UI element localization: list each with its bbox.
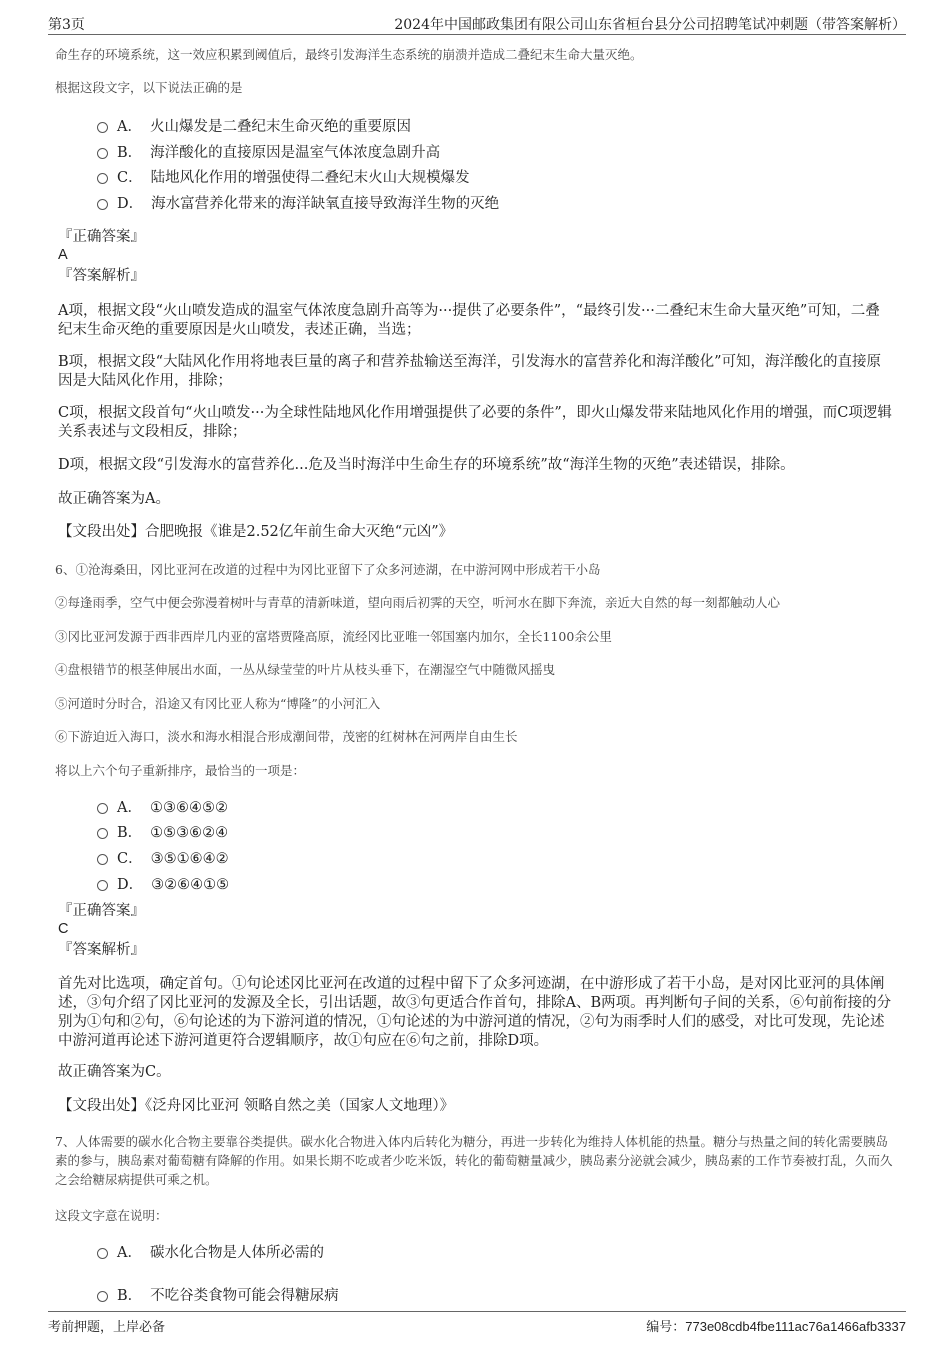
code-label: 编号： xyxy=(646,1319,686,1334)
page-number: 第3页 xyxy=(48,17,85,33)
q5-option-d[interactable]: D． 海水富营养化带来的海洋缺氧直接导致海洋生物的灭绝 xyxy=(97,192,499,213)
q6-sentence-3: ③冈比亚河发源于西非西岸几内亚的富塔贾隆高原，流经冈比亚唯一邻国塞内加尔，全长1100余公里 xyxy=(55,629,612,644)
radio-icon[interactable] xyxy=(97,173,108,184)
q6-analysis-label: 『答案解析』 xyxy=(58,942,145,958)
q6-source: 【文段出处】《泛舟冈比亚河 领略自然之美（国家人文地理）》 xyxy=(58,1098,455,1114)
radio-icon[interactable] xyxy=(97,880,108,891)
page-footer xyxy=(48,1311,906,1334)
radio-icon[interactable] xyxy=(97,122,108,133)
q6-option-a[interactable]: A． ①③⑥④⑤② xyxy=(97,796,228,817)
radio-icon[interactable] xyxy=(97,199,108,210)
q7-passage: 7、人体需要的碳水化合物主要靠谷类提供。碳水化合物进入体内后转化为糖分，再进一步转化为维持人体机能的热量。糖分与热量之间的转化需要胰岛素的参与，胰岛素对葡萄糖有降解的作用。如果长期不吃或者少吃米饭，转化的葡萄糖量减少，胰岛素分泌就会减少，胰岛素的工作节奏被打乱，久而久之会给糖尿病提供可乘之机。 xyxy=(55,1134,893,1187)
radio-icon[interactable] xyxy=(97,1291,108,1302)
q6-answer: C xyxy=(58,921,69,937)
q6-conclusion: 故正确答案为C。 xyxy=(58,1064,171,1080)
document-title: 2024年中国邮政集团有限公司山东省桓台县分公司招聘笔试冲刺题（带答案解析） xyxy=(394,17,906,33)
q6-sentence-4: ④盘根错节的根茎伸展出水面，一丛从绿莹莹的叶片从枝头垂下，在潮湿空气中随微风摇曳 xyxy=(55,662,556,677)
q5-option-b[interactable]: B． 海洋酸化的直接原因是温室气体浓度急剧升高 xyxy=(97,141,440,162)
radio-icon[interactable] xyxy=(97,828,108,839)
document-code xyxy=(646,1316,906,1335)
q5-conclusion: 故正确答案为A。 xyxy=(58,491,170,507)
radio-icon[interactable] xyxy=(97,854,108,865)
q5-prompt: 根据这段文字，以下说法正确的是 xyxy=(55,80,243,95)
q6-prompt: 将以上六个句子重新排序，最恰当的一项是： xyxy=(55,763,306,778)
q5-analysis-c: C项，根据文段首句“火山喷发···为全球性陆地风化作用增强提供了必要的条件”，即火山爆发带来陆地风化作用的增强，而C项逻辑关系表述与文段相反，排除； xyxy=(58,405,892,440)
q5-option-c[interactable]: C． 陆地风化作用的增强使得二叠纪末火山大规模爆发 xyxy=(97,166,470,187)
page-header xyxy=(48,14,906,35)
q5-context-tail: 命生存的环境系统，这一效应积累到阈值后，最终引发海洋生态系统的崩溃并造成二叠纪末生命大量灭绝。 xyxy=(55,47,643,62)
footer-slogan: 考前押题，上岸必备 xyxy=(48,1320,166,1335)
radio-icon[interactable] xyxy=(97,803,108,814)
q7-prompt: 这段文字意在说明： xyxy=(55,1208,168,1223)
q5-answer: A xyxy=(58,247,68,263)
q5-analysis-label: 『答案解析』 xyxy=(58,268,145,284)
q6-option-c[interactable]: C． ③⑤①⑥④② xyxy=(97,847,229,868)
radio-icon[interactable] xyxy=(97,148,108,159)
q7-option-b[interactable]: B． 不吃谷类食物可能会得糖尿病 xyxy=(97,1284,339,1305)
q5-analysis-d: D项，根据文段“引发海水的富营养化...危及当时海洋中生命生存的环境系统”故“海洋生物的灭绝”表述错误，排除。 xyxy=(58,457,795,473)
q6-analysis: 首先对比选项，确定首句。①句论述冈比亚河在改道的过程中留下了众多河迹湖，在中游形成了若干小岛，是对冈比亚河的具体阐述，③句介绍了冈比亚河的发源及全长，引出话题，故③句更适合作首句，排除A、B两项。再判断句子间的关系，⑥句前衔接的分别为①句和②句，⑥句论述的为下游河道的情况，①句论述的为中游河道的情况，②句为雨季时人们的感受，对比可发现，先论述中游河道再论述下游河道更符合逻辑顺序，故①句应在⑥句之前，排除D项。 xyxy=(58,976,892,1049)
q6-option-d[interactable]: D． ③②⑥④①⑤ xyxy=(97,873,229,894)
q6-option-b[interactable]: B． ①⑤③⑥②④ xyxy=(97,821,228,842)
code-value: 773e08cdb4fbe111ac76a1466afb3337 xyxy=(685,1319,906,1334)
q6-sentence-5: ⑤河道时分时合，沿途又有冈比亚人称为“博隆”的小河汇入 xyxy=(55,696,381,711)
q5-analysis-a: A项，根据文段“火山喷发造成的温室气体浓度急剧升高等为···提供了必要条件”，“最终引发···二叠纪末生命大量灭绝”可知，二叠纪末生命灭绝的重要原因是火山喷发，表述正确，当选； xyxy=(58,303,880,338)
q6-sentence-1: 6、①沧海桑田，冈比亚河在改道的过程中为冈比亚留下了众多河迹湖，在中游河网中形成若干小岛 xyxy=(55,562,601,577)
q6-sentence-6: ⑥下游迫近入海口，淡水和海水相混合形成潮间带，茂密的红树林在河两岸自由生长 xyxy=(55,729,518,744)
q5-option-a[interactable]: A． 火山爆发是二叠纪末生命灭绝的重要原因 xyxy=(97,115,411,136)
q5-answer-label: 『正确答案』 xyxy=(58,229,145,245)
q5-source: 【文段出处】合肥晚报《谁是2.52亿年前生命大灭绝“元凶”》 xyxy=(58,524,454,540)
q5-analysis-b: B项，根据文段“大陆风化作用将地表巨量的离子和营养盐输送至海洋，引发海水的富营养化和海洋酸化”可知，海洋酸化的直接原因是大陆风化作用，排除； xyxy=(58,354,881,389)
q7-option-a[interactable]: A． 碳水化合物是人体所必需的 xyxy=(97,1241,324,1262)
q6-sentence-2: ②每逢雨季，空气中便会弥漫着树叶与青草的清新味道，望向雨后初霁的天空，听河水在脚下奔流，亲近大自然的每一刻都触动人心 xyxy=(55,595,781,610)
q6-answer-label: 『正确答案』 xyxy=(58,903,145,919)
radio-icon[interactable] xyxy=(97,1248,108,1259)
